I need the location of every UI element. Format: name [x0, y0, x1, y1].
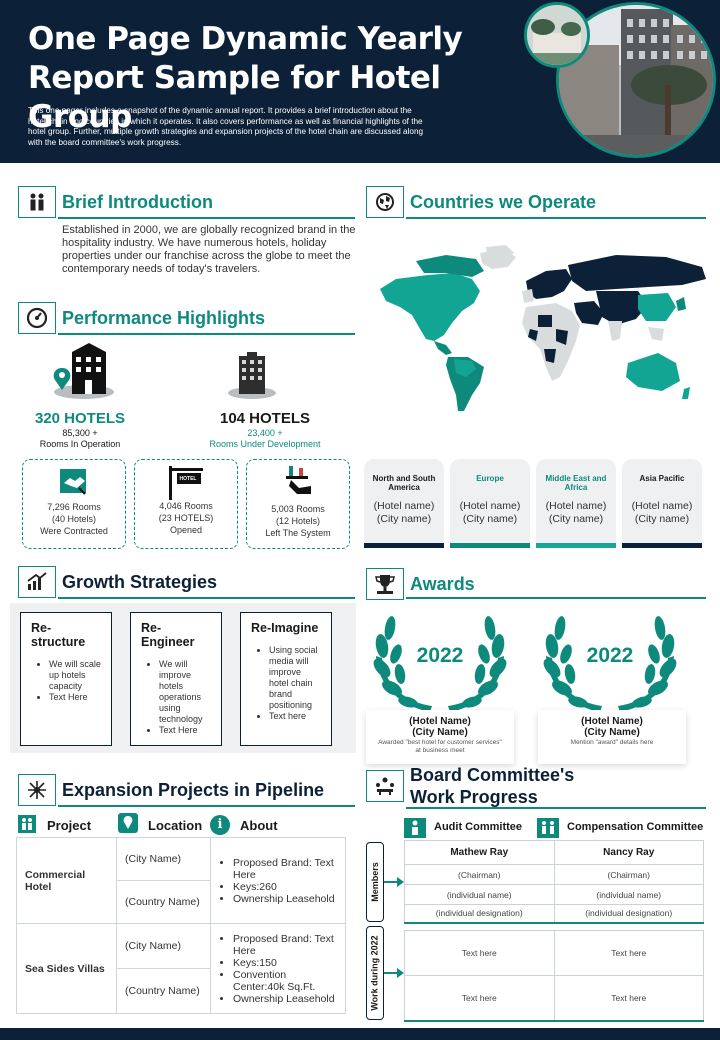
intro-text: Established in 2000, we are globally recognized brand in the hospitality industry. We have numerous hotels, holiday properties under our franchise across the globe to meet the contemporary needs of today's travelers.	[62, 224, 356, 275]
work-label-text: Work during 2022	[370, 935, 381, 1011]
section-title-intro: Brief Introduction	[62, 192, 213, 212]
people-icon	[18, 186, 56, 218]
region-name: Middle East and Africa	[545, 474, 607, 492]
strategy-point: • Text Here	[159, 725, 211, 736]
committee-audit: Audit Committee	[434, 821, 522, 833]
award-card	[366, 710, 514, 764]
divider	[58, 597, 355, 599]
about-point: • Proposed Brand: Text Here	[233, 933, 337, 957]
box-hotels: (40 Hotels)	[51, 514, 96, 524]
region-city: (City name)	[548, 513, 604, 525]
board-title-line-2: Work Progress	[410, 787, 538, 807]
divider	[406, 597, 706, 599]
member-name: Mathew Ray	[405, 841, 555, 865]
member-individual: (individual name)	[405, 885, 555, 905]
title-line-1: One Page Dynamic Yearly	[28, 21, 463, 57]
stat-box-contracted	[22, 459, 126, 549]
strategy-point: • Text Here	[49, 692, 101, 703]
about-point: • Ownership Leasehold	[233, 893, 337, 905]
project-name: Sea Sides Villas	[17, 924, 117, 1014]
member-individual: (individual name)	[554, 885, 704, 905]
divider	[58, 217, 355, 219]
trophy-icon	[366, 568, 404, 600]
globe-icon	[366, 186, 404, 218]
region-bar-europe	[450, 543, 530, 548]
column-header-location: Location	[148, 818, 203, 833]
world-map	[376, 245, 712, 420]
stat-box-opened	[134, 459, 238, 549]
people-icon	[537, 818, 559, 838]
strategy-card-reengineer	[130, 612, 222, 746]
strategy-title: Re-Imagine	[251, 621, 319, 635]
region-city: (City name)	[462, 513, 518, 525]
box-rooms: 4,046 Rooms	[159, 501, 213, 511]
growth-chart-icon	[18, 566, 56, 598]
region-card-americas	[364, 459, 444, 543]
region-city: (City name)	[376, 513, 432, 525]
work-cell: Text here	[405, 976, 555, 1021]
work-table	[404, 930, 704, 1022]
work-label	[366, 926, 384, 1020]
project-city: (City Name)	[117, 838, 211, 881]
about-point: • Keys:150	[233, 957, 337, 969]
footer-bar	[0, 1028, 720, 1040]
work-cell: Text here	[554, 931, 704, 976]
title-line-2: Report Sample for Hotel Group	[28, 60, 441, 135]
waiter-tray-icon	[247, 464, 349, 503]
divider	[58, 333, 355, 335]
building-icon	[226, 348, 278, 405]
table-row	[17, 838, 346, 881]
member-role: (Chairman)	[405, 865, 555, 885]
member-role: (Chairman)	[554, 865, 704, 885]
box-label: Opened	[169, 525, 203, 535]
about-point: • Proposed Brand: Text Here	[233, 857, 337, 881]
meeting-icon	[366, 770, 404, 802]
members-table	[404, 840, 704, 924]
region-card-mea	[536, 459, 616, 543]
award-desc: Mention "award" details here	[570, 739, 654, 746]
table-row	[405, 905, 704, 923]
hotel-photo-small	[524, 2, 590, 68]
hotel-sign-label: HOTEL	[179, 476, 197, 482]
expansion-table	[16, 837, 346, 1014]
region-card-europe	[450, 459, 530, 543]
region-city: (City name)	[634, 513, 690, 525]
hotel-location-icon	[46, 340, 118, 405]
region-bar-apac	[622, 543, 702, 548]
network-icon	[18, 774, 56, 806]
box-rooms: 7,296 Rooms	[47, 502, 101, 512]
strategy-point: • Using social media will improve hotel chain brand positioning	[269, 645, 321, 711]
stat-rooms-operating: 85,300 +	[62, 428, 98, 438]
handshake-icon	[23, 466, 125, 501]
gauge-icon	[18, 302, 56, 334]
stat-rooms-development: 23,400 +	[247, 428, 283, 438]
region-bar-americas	[364, 543, 444, 548]
members-label-text: Members	[370, 862, 381, 902]
project-about	[211, 838, 346, 924]
table-row	[405, 865, 704, 885]
region-name: Asia Pacific	[639, 474, 685, 483]
stat-hotels-development: 104 HOTELS	[219, 410, 311, 427]
award-hotel: (Hotel Name)	[581, 716, 643, 727]
region-hotel: (Hotel name)	[459, 500, 521, 512]
strategy-point: • Text here	[269, 711, 321, 722]
divider	[406, 217, 706, 219]
board-title-line-1: Board Committee's	[410, 765, 575, 785]
award-city: (City Name)	[584, 727, 640, 738]
region-card-apac	[622, 459, 702, 543]
strategy-card-restructure	[20, 612, 112, 746]
hotel-sign-icon	[135, 464, 237, 500]
project-about	[211, 924, 346, 1014]
award-year: 2022	[416, 644, 464, 667]
committee-compensation: Compensation Committee	[567, 821, 704, 833]
box-label: Were Contracted	[40, 526, 108, 536]
strategy-card-reimagine	[240, 612, 332, 746]
award-city: (City Name)	[412, 727, 468, 738]
section-title-awards: Awards	[410, 574, 475, 594]
table-row	[405, 931, 704, 976]
region-hotel: (Hotel name)	[373, 500, 435, 512]
about-point: • Convention Center:40k Sq.Ft.	[233, 969, 337, 993]
box-label: Left The System	[265, 528, 331, 538]
strategy-title: Re-Engineer	[141, 621, 195, 649]
box-hotels: (12 Hotels)	[275, 516, 320, 526]
work-cell: Text here	[554, 976, 704, 1021]
table-row	[405, 976, 704, 1021]
region-bar-mea	[536, 543, 616, 548]
column-header-project: Project	[47, 818, 92, 833]
region-name: North and South America	[372, 474, 436, 492]
stat-rooms-development-label: Rooms Under Development	[209, 439, 321, 449]
box-rooms: 5,003 Rooms	[271, 504, 325, 514]
project-name: Commercial Hotel	[17, 838, 117, 924]
award-hotel: (Hotel Name)	[409, 716, 471, 727]
people-icon	[404, 818, 426, 838]
award-card	[538, 710, 686, 764]
section-title-growth: Growth Strategies	[62, 572, 218, 592]
region-name: Europe	[476, 474, 504, 483]
arrow-icon	[397, 877, 404, 887]
award-desc: Awarded "best hotel for customer services" at business meet	[378, 739, 502, 754]
page-subtitle: This one pager includes a snapshot of the dynamic annual report. It provides a brief introduction about the hotel chain and countries in which it operates. It also covers performance as well as financial highlights of the hotel group. Further, multiple growth strategies and expansion projects of the hotel chain are discussed along with the board committee's work progress.	[28, 106, 424, 147]
section-title-board	[410, 764, 574, 808]
map-pin-icon	[118, 813, 138, 833]
table-row	[405, 841, 704, 865]
project-city: (City Name)	[117, 924, 211, 969]
region-hotel: (Hotel name)	[631, 500, 693, 512]
people-icon	[18, 815, 36, 833]
region-hotel: (Hotel name)	[545, 500, 607, 512]
info-icon: i	[210, 815, 230, 835]
about-point: • Ownership Leasehold	[233, 993, 337, 1005]
divider	[58, 805, 355, 807]
members-label	[366, 842, 384, 922]
stat-hotels-operating: 320 HOTELS	[34, 410, 126, 427]
member-designation: (individual designation)	[405, 905, 555, 923]
project-country: (Country Name)	[117, 969, 211, 1014]
section-title-countries: Countries we Operate	[410, 192, 597, 212]
award-year: 2022	[586, 644, 634, 667]
member-name: Nancy Ray	[554, 841, 704, 865]
box-hotels: (23 HOTELS)	[158, 513, 214, 523]
arrow-icon	[397, 968, 404, 978]
divider	[406, 807, 706, 809]
strategy-point: • We will scale up hotels capacity	[49, 659, 101, 692]
strategy-title: Re-structure	[31, 621, 86, 649]
table-row	[17, 924, 346, 969]
column-header-about: About	[240, 818, 278, 833]
strategy-point: • We will improve hotels operations using technology	[159, 659, 211, 725]
section-title-performance: Performance Highlights	[62, 308, 266, 328]
table-row	[405, 885, 704, 905]
stat-rooms-operating-label: Rooms In Operation	[39, 439, 121, 449]
section-title-expansion: Expansion Projects in Pipeline	[62, 780, 325, 800]
about-point: • Keys:260	[233, 881, 337, 893]
project-country: (Country Name)	[117, 881, 211, 924]
work-cell: Text here	[405, 931, 555, 976]
stat-box-left	[246, 459, 350, 549]
member-designation: (individual designation)	[554, 905, 704, 923]
